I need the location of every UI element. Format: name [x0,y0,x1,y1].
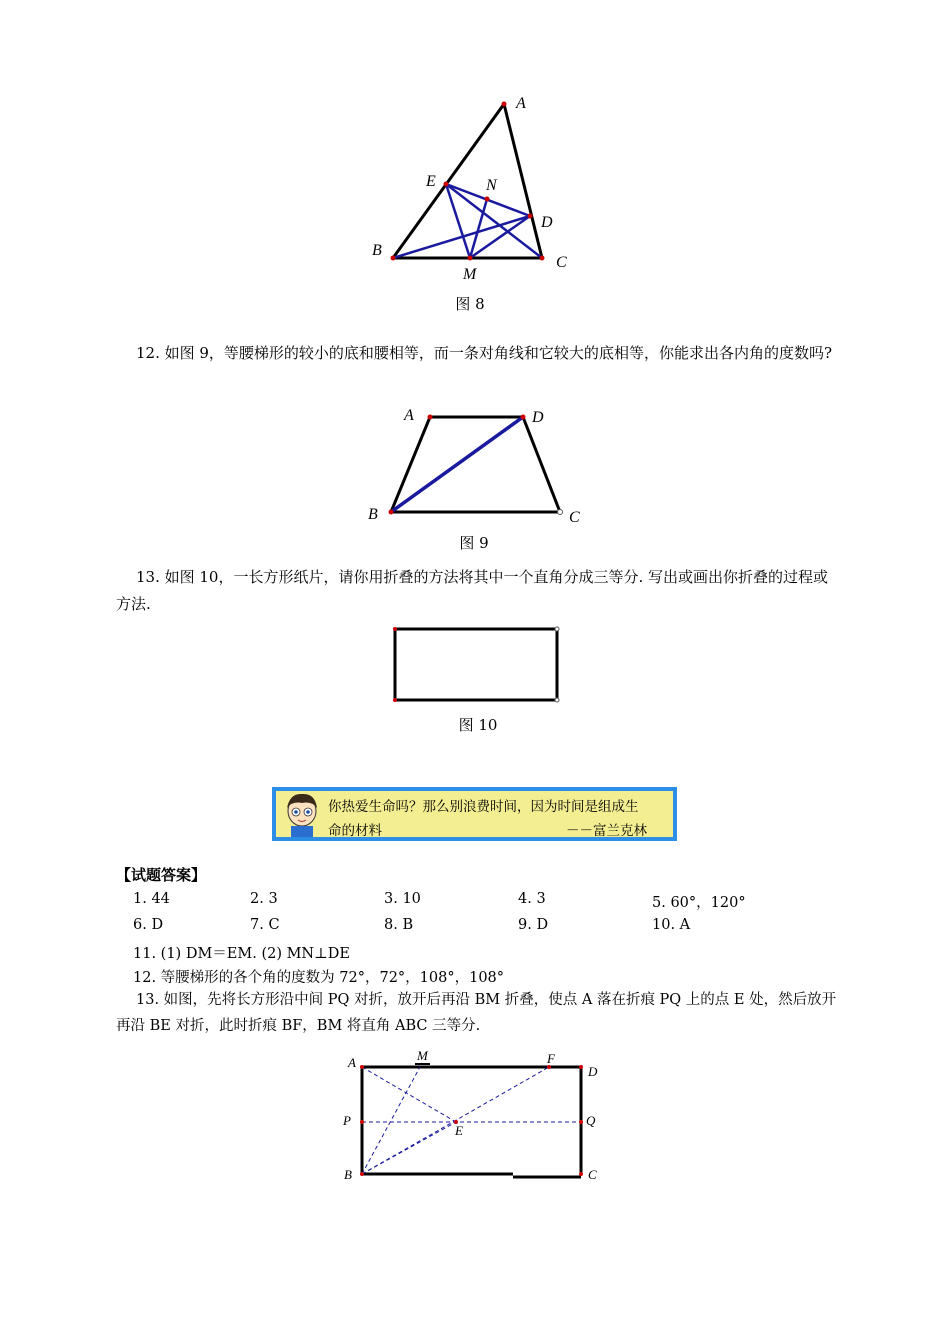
answers-title: 【试题答案】 [116,866,207,884]
figure-10 [385,620,570,710]
answer-10: 10. A [652,917,691,933]
segment-EM [446,184,470,258]
segment-AC [504,104,542,258]
point-label-C: C [569,509,580,526]
quote-text-line-2: 命的材料 [328,823,382,839]
figure-8 [360,90,590,290]
quote-text-line-1: 你热爱生命吗？那么别浪费时间，因为时间是组成生 [328,799,639,815]
point-label-A: A [348,1055,356,1070]
point-label-C: C [588,1167,597,1182]
answer-8: 8. B [384,917,414,933]
point-label-P: P [343,1113,351,1128]
answer-1: 1. 44 [133,891,170,907]
rectangle [395,629,557,700]
point-label-B: B [372,242,382,259]
question-13: 13. 如图 10，一长方形纸片，请你用折叠的方法将其中一个直角分成三等分. 写出或画出你折叠的过程或方法. [116,568,829,613]
answer-2: 2. 3 [250,891,278,907]
figure-9-caption: 图 9 [459,534,489,552]
point-label-C: C [556,254,567,271]
figure-8-caption: 图 8 [455,295,485,313]
point-label-M: M [463,266,477,283]
fold-BM [362,1067,420,1174]
figure-9 [360,400,590,530]
point-label-B: B [368,506,378,523]
answer-5: 5. 60°，120° [652,895,746,911]
point-label-A: A [516,95,526,112]
segment-AE [362,1067,456,1122]
answer-4: 4. 3 [518,891,546,907]
point-label-D: D [532,409,544,426]
answer-13: 13. 如图，先将长方形沿中间 PQ 对折，放开后再沿 BM 折叠，使点 A 落在折痕 PQ 上的点 E 处，然后放开再沿 BE 对折，此时折痕 BF，BM 将直角 ABC 三等分. [116,992,837,1034]
answer-11: 11. (1) DM＝EM. (2) MN⊥DE [133,946,350,962]
point-label-D: D [541,214,553,231]
segment-DC [523,417,560,512]
point-label-D: D [588,1064,598,1079]
cartoon-boy-icon [282,791,322,837]
answer-6: 6. D [133,917,164,933]
point-label-A: A [404,407,414,424]
point-label-E: E [426,173,436,190]
quote-author: －－富兰克林 [566,823,647,839]
segment-BD [393,216,530,258]
point-label-M: M [417,1048,428,1063]
answer-9: 9. D [518,917,549,933]
point-label-E: E [455,1123,463,1138]
answer-3: 3. 10 [384,891,421,907]
quote-banner [272,787,677,841]
point-label-N: N [486,177,497,194]
question-12: 12. 如图 9，等腰梯形的较小的底和腰相等，而一条对角线和它较大的底相等，你能求出各内角的度数吗? [136,344,832,362]
point-label-Q: Q [586,1113,596,1128]
point-label-F: F [547,1051,555,1066]
answer-7: 7. C [250,917,280,933]
point-label-B: B [344,1167,352,1182]
answer-12: 12. 等腰梯形的各个角的度数为 72°，72°，108°，108° [133,970,505,986]
figure-10-caption: 图 10 [458,716,498,734]
answer-figure [335,1045,610,1185]
